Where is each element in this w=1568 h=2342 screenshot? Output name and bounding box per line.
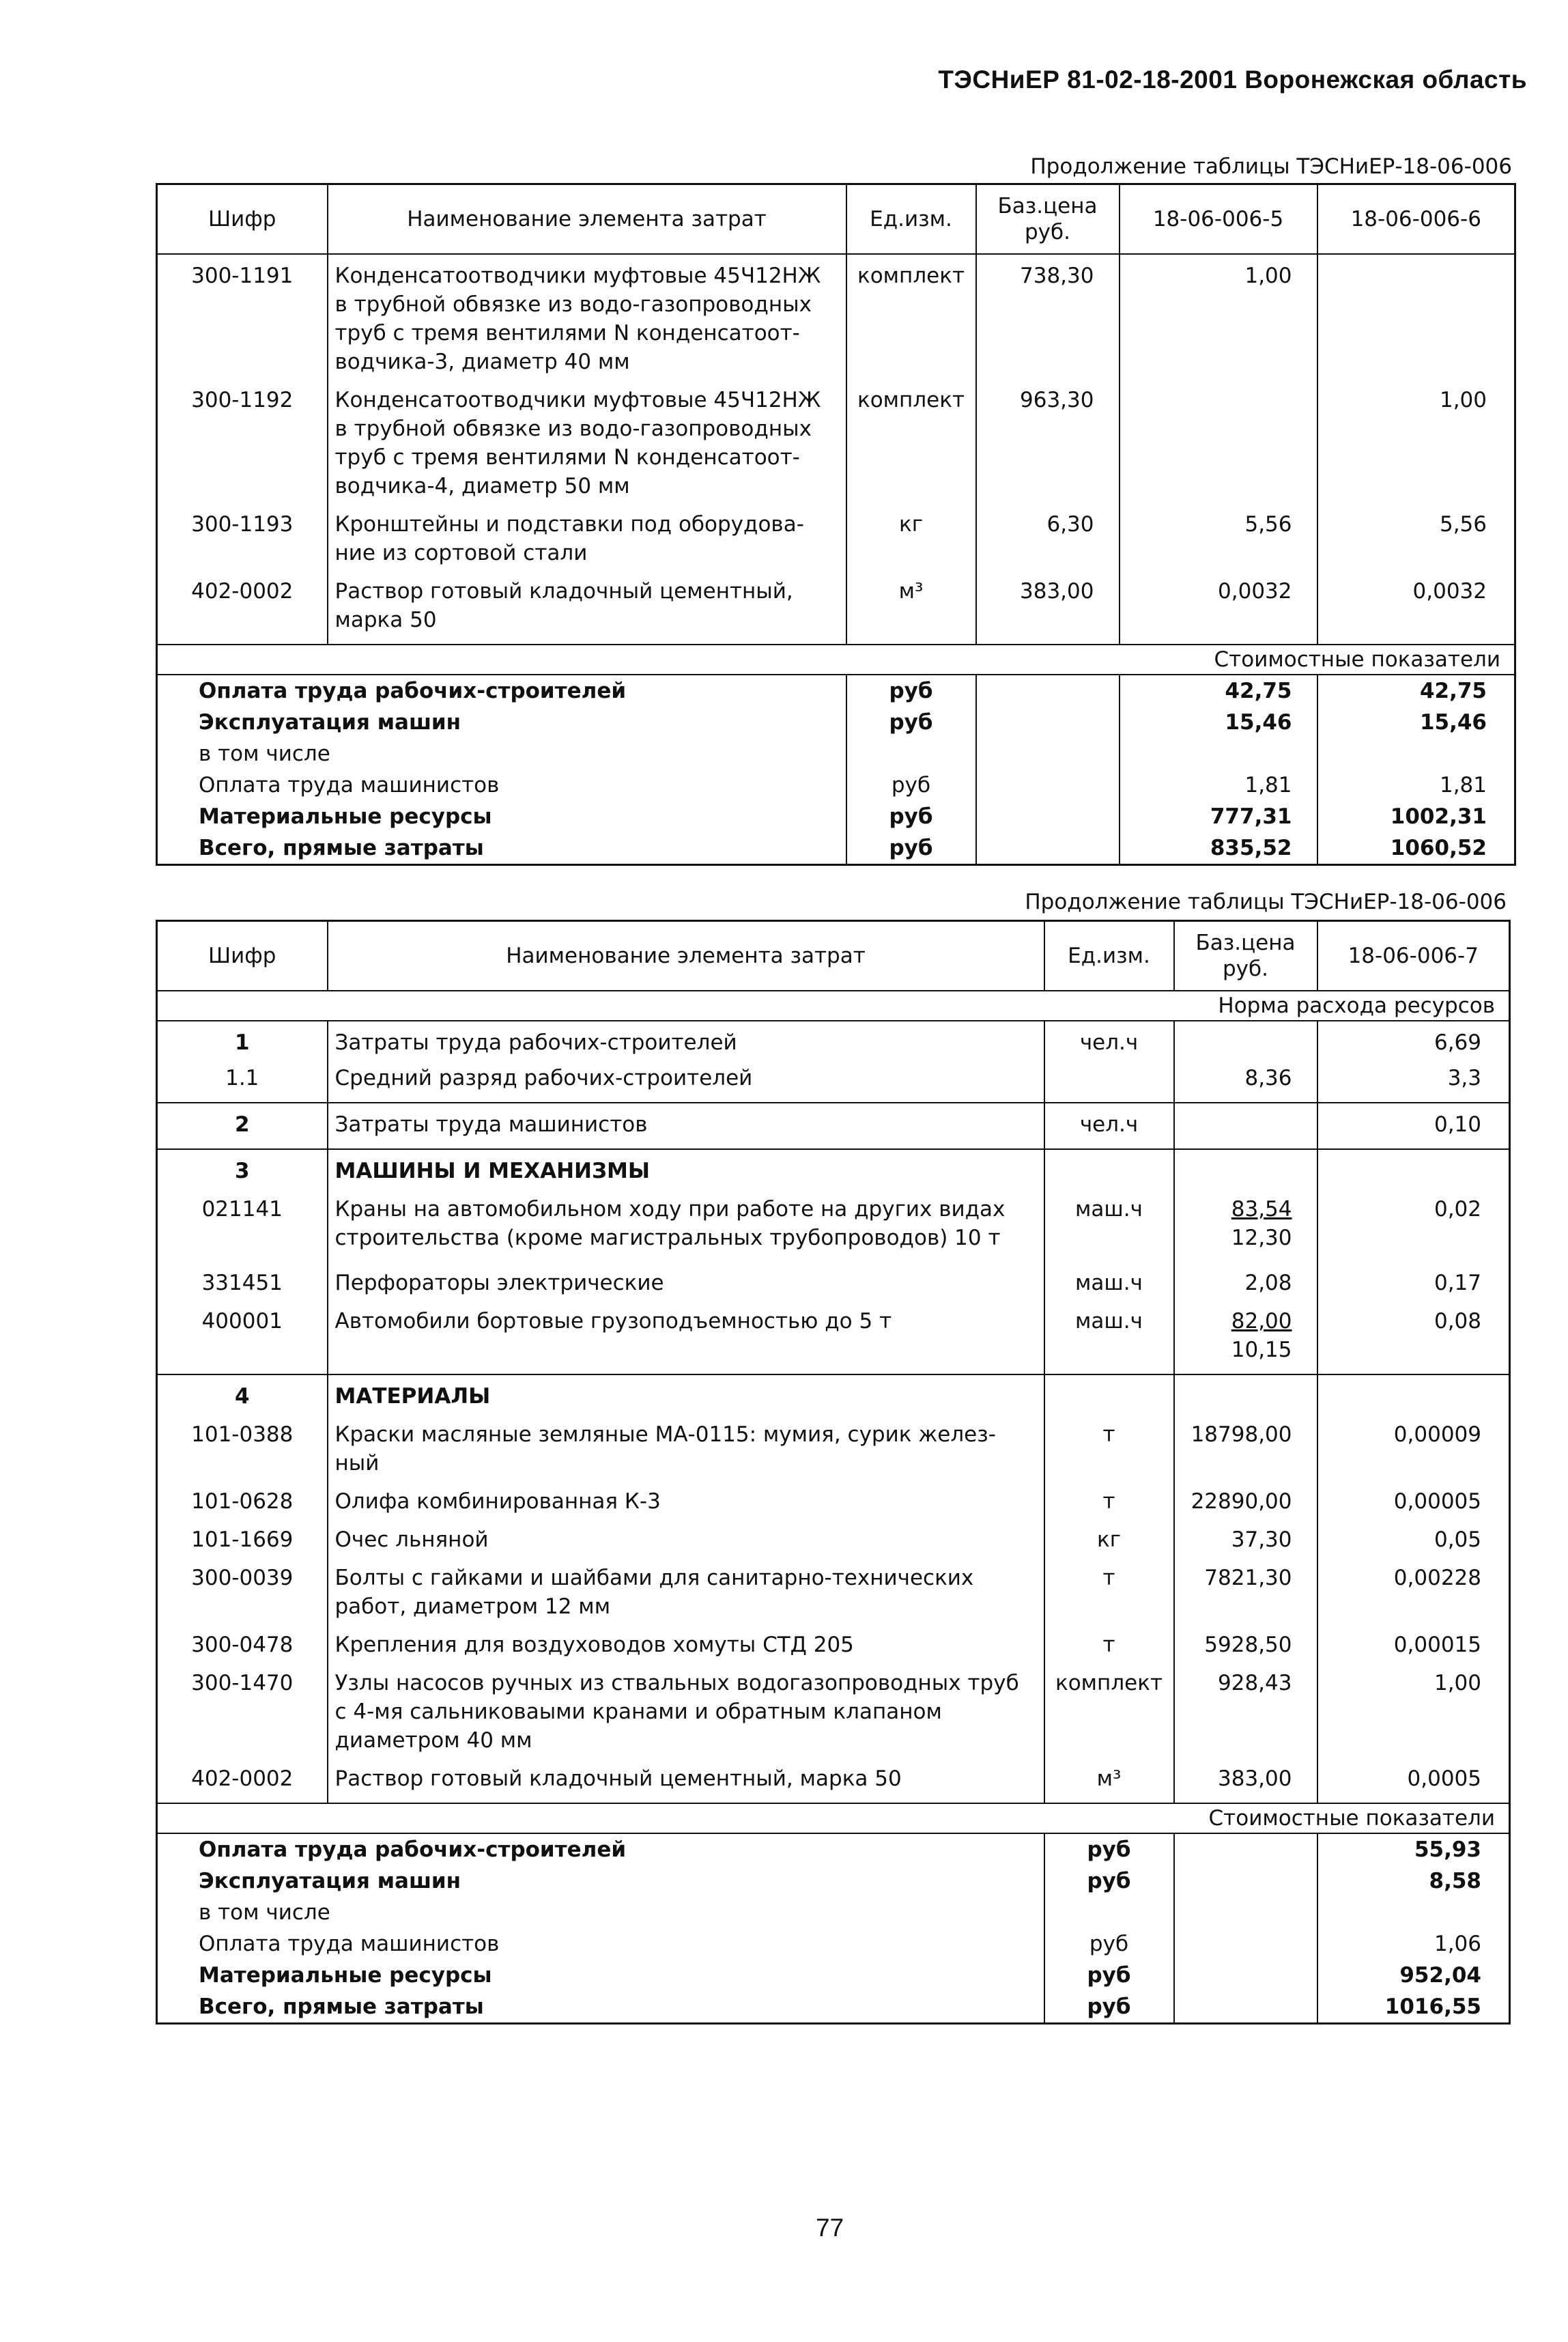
total-unit xyxy=(1044,1897,1174,1928)
col-header-name: Наименование элемента затрат xyxy=(328,184,846,255)
row-norm-7: 0,00005 xyxy=(1393,1489,1481,1514)
row-name: Затраты труда машинистов xyxy=(328,1103,1044,1149)
total-norm-5: 42,75 xyxy=(1120,675,1317,707)
row-code: 300-1191 xyxy=(157,254,328,386)
row-name: Краски масляные земляные МА-0115: мумия, сурик желез-ный xyxy=(328,1420,1044,1487)
table-row xyxy=(157,577,1515,645)
total-norm-7 xyxy=(1317,1897,1510,1928)
row-price xyxy=(1174,1021,1317,1057)
document-header: ТЭСНиЕР 81-02-18-2001 Воронежская область xyxy=(938,66,1527,94)
row-norm-7: 0,05 xyxy=(1434,1527,1481,1552)
row-unit: чел.ч xyxy=(1044,1103,1174,1149)
row-price: 7821,30 xyxy=(1174,1564,1317,1631)
total-norm-5: 835,52 xyxy=(1120,832,1317,865)
row-code: 300-0039 xyxy=(157,1564,328,1631)
col-header-price: Баз.цена руб. xyxy=(976,184,1120,255)
total-unit: руб xyxy=(1044,1865,1174,1897)
page-number: 77 xyxy=(816,2214,844,2242)
row-name: Раствор готовый кладочный цементный, марка 50 xyxy=(328,1764,1044,1803)
row-price xyxy=(1174,1195,1317,1262)
table-row xyxy=(157,1021,1510,1057)
row-code: 300-1470 xyxy=(157,1669,328,1764)
col-header-name: Наименование элемента затрат xyxy=(328,921,1044,991)
total-label: Оплата труда машинистов xyxy=(157,770,846,801)
section-band xyxy=(157,991,1510,1021)
row-code: 1 xyxy=(157,1021,328,1057)
row-unit: маш.ч xyxy=(1044,1307,1174,1374)
row-norm-7: 0,02 xyxy=(1434,1197,1481,1222)
total-unit: руб xyxy=(846,832,976,865)
row-code: 300-1192 xyxy=(157,386,328,510)
row-name: Очес льняной xyxy=(328,1525,1044,1564)
row-unit: кг xyxy=(846,510,976,577)
row-unit: м³ xyxy=(846,577,976,645)
col-header-unit: Ед.изм. xyxy=(1044,921,1174,991)
row-price: 37,30 xyxy=(1174,1525,1317,1564)
section-band xyxy=(157,1803,1510,1833)
total-norm-6: 42,75 xyxy=(1419,679,1487,703)
total-unit xyxy=(846,738,976,770)
total-unit: руб xyxy=(1044,1991,1174,2024)
col-header-price: Баз.цена руб. xyxy=(1174,921,1317,991)
row-norm-5: 5,56 xyxy=(1120,510,1317,577)
row-name: Конденсатоотводчики муфтовые 45Ч12НЖ в трубной обвязке из водо-газопроводных труб с тремя вентилями N конденсатоот-водчика-3, диаметр 40 мм xyxy=(328,254,846,386)
total-label: Эксплуатация машин xyxy=(157,707,846,738)
row-code: 331451 xyxy=(157,1262,328,1307)
row-price: 2,08 xyxy=(1174,1262,1317,1307)
row-code: 400001 xyxy=(157,1307,328,1374)
row-norm-5: 0,0032 xyxy=(1120,577,1317,645)
table-header-row xyxy=(157,921,1510,991)
row-name: Крепления для воздуховодов хомуты СТД 205 xyxy=(328,1631,1044,1669)
row-code: 101-0628 xyxy=(157,1487,328,1525)
row-norm-7: 0,08 xyxy=(1434,1309,1481,1334)
price-wage: 12,30 xyxy=(1231,1226,1292,1250)
row-code: 300-1193 xyxy=(157,510,328,577)
total-norm-6: 1060,52 xyxy=(1390,836,1487,860)
row-code: 021141 xyxy=(157,1195,328,1262)
section-band xyxy=(157,645,1515,675)
row-name: Кронштейны и подставки под оборудова-ние из сортовой стали xyxy=(328,510,846,577)
total-norm-7: 952,04 xyxy=(1399,1963,1481,1988)
table2-caption: Продолжение таблицы ТЭСНиЕР-18-06-006 xyxy=(1025,890,1507,914)
section-title: МАШИНЫ И МЕХАНИЗМЫ xyxy=(328,1149,1044,1195)
col-header-norm-5: 18-06-006-5 xyxy=(1120,184,1317,255)
total-row xyxy=(157,1928,1510,1960)
total-label: Всего, прямые затраты xyxy=(157,832,846,865)
row-price: 8,36 xyxy=(1174,1057,1317,1103)
row-unit: маш.ч xyxy=(1044,1262,1174,1307)
row-code: 1.1 xyxy=(157,1057,328,1103)
row-norm-6: 0,0032 xyxy=(1412,579,1487,604)
row-name: Краны на автомобильном ходу при работе на других видах строительства (кроме магистральных трубопроводов) 10 т xyxy=(328,1195,1044,1262)
total-unit: руб xyxy=(1044,1928,1174,1960)
row-norm-6: 5,56 xyxy=(1439,512,1487,537)
total-row xyxy=(157,801,1515,832)
row-norm-7: 0,00009 xyxy=(1393,1422,1481,1447)
total-norm-7: 1016,55 xyxy=(1384,1994,1481,2019)
col-header-unit: Ед.изм. xyxy=(846,184,976,255)
table-row xyxy=(157,1764,1510,1803)
col-header-norm-6: 18-06-006-6 xyxy=(1317,184,1515,255)
table-row xyxy=(157,1195,1510,1262)
table-row xyxy=(157,1262,1510,1307)
row-price xyxy=(1174,1103,1317,1149)
row-unit: комплект xyxy=(846,254,976,386)
table-row xyxy=(157,1631,1510,1669)
table-row xyxy=(157,1103,1510,1149)
row-name: Автомобили бортовые грузоподъемностью до 5 т xyxy=(328,1307,1044,1374)
row-price: 928,43 xyxy=(1174,1669,1317,1764)
row-price: 6,30 xyxy=(976,510,1120,577)
section-title-row xyxy=(157,1374,1510,1420)
total-row xyxy=(157,1991,1510,2024)
total-norm-6: 15,46 xyxy=(1419,710,1487,735)
table1-caption: Продолжение таблицы ТЭСНиЕР-18-06-006 xyxy=(1030,154,1512,179)
table-row xyxy=(157,386,1515,510)
row-price: 963,30 xyxy=(976,386,1120,510)
table-row xyxy=(157,1307,1510,1374)
row-code: 402-0002 xyxy=(157,1764,328,1803)
total-norm-5: 1,81 xyxy=(1120,770,1317,801)
row-unit: т xyxy=(1044,1631,1174,1669)
row-unit: т xyxy=(1044,1564,1174,1631)
row-name: Раствор готовый кладочный цементный, марка 50 xyxy=(328,577,846,645)
total-label: в том числе xyxy=(157,1897,1044,1928)
total-row xyxy=(157,770,1515,801)
row-unit: комплект xyxy=(846,386,976,510)
row-unit: кг xyxy=(1044,1525,1174,1564)
total-norm-5: 777,31 xyxy=(1120,801,1317,832)
section-code: 4 xyxy=(157,1374,328,1420)
row-price: 5928,50 xyxy=(1174,1631,1317,1669)
col-header-code: Шифр xyxy=(157,184,328,255)
table-row xyxy=(157,1487,1510,1525)
row-code: 2 xyxy=(157,1103,328,1149)
total-label: Оплата труда рабочих-строителей xyxy=(157,675,846,707)
row-name: Затраты труда рабочих-строителей xyxy=(328,1021,1044,1057)
row-norm-5: 1,00 xyxy=(1120,254,1317,386)
total-norm-7: 8,58 xyxy=(1429,1869,1481,1893)
row-norm-7: 0,10 xyxy=(1317,1103,1510,1149)
total-row xyxy=(157,675,1515,707)
total-label: Материальные ресурсы xyxy=(157,801,846,832)
total-row xyxy=(157,707,1515,738)
total-unit: руб xyxy=(1044,1960,1174,1991)
row-norm-7: 0,00015 xyxy=(1393,1633,1481,1657)
total-row xyxy=(157,832,1515,865)
total-unit: руб xyxy=(1044,1833,1174,1865)
total-norm-5: 15,46 xyxy=(1120,707,1317,738)
total-unit: руб xyxy=(846,770,976,801)
table-row xyxy=(157,1525,1510,1564)
total-norm-7: 1,06 xyxy=(1434,1932,1481,1956)
row-norm-7: 6,69 xyxy=(1434,1030,1481,1055)
total-label: в том числе xyxy=(157,738,846,770)
section-title: МАТЕРИАЛЫ xyxy=(328,1374,1044,1420)
row-norm-5 xyxy=(1120,386,1317,510)
row-unit: комплект xyxy=(1044,1669,1174,1764)
total-unit: руб xyxy=(846,801,976,832)
total-label: Всего, прямые затраты xyxy=(157,1991,1044,2024)
total-norm-7: 55,93 xyxy=(1414,1837,1481,1862)
total-label: Оплата труда рабочих-строителей xyxy=(157,1833,1044,1865)
total-norm-5 xyxy=(1120,738,1317,770)
table-row xyxy=(157,254,1515,386)
row-norm-6: 1,00 xyxy=(1439,388,1487,412)
total-row xyxy=(157,1960,1510,1991)
row-name: Болты с гайками и шайбами для санитарно-технических работ, диаметром 12 мм xyxy=(328,1564,1044,1631)
total-label: Оплата труда машинистов xyxy=(157,1928,1044,1960)
row-price: 18798,00 xyxy=(1174,1420,1317,1487)
price-total: 83,54 xyxy=(1231,1197,1292,1222)
table-row xyxy=(157,1057,1510,1103)
total-row xyxy=(157,1833,1510,1865)
total-norm-6: 1,81 xyxy=(1439,773,1487,798)
price-total: 82,00 xyxy=(1231,1309,1292,1334)
band-cost-indicators: Стоимостные показатели xyxy=(157,1803,1510,1833)
price-wage: 10,15 xyxy=(1231,1338,1292,1362)
row-code: 402-0002 xyxy=(157,577,328,645)
total-norm-6: 1002,31 xyxy=(1390,804,1487,829)
row-norm-7: 0,0005 xyxy=(1407,1766,1481,1791)
row-price: 22890,00 xyxy=(1174,1487,1317,1525)
section-code: 3 xyxy=(157,1149,328,1195)
total-unit: руб xyxy=(846,675,976,707)
table-row xyxy=(157,510,1515,577)
row-name: Узлы насосов ручных из ствальных водогазопроводных труб с 4-мя сальниковаыми кранами и обратным клапаном диаметром 40 мм xyxy=(328,1669,1044,1764)
row-unit: чел.ч xyxy=(1044,1021,1174,1057)
total-row xyxy=(157,1865,1510,1897)
row-norm-7: 1,00 xyxy=(1434,1671,1481,1695)
row-unit: маш.ч xyxy=(1044,1195,1174,1262)
row-name: Олифа комбинированная К-3 xyxy=(328,1487,1044,1525)
row-name: Конденсатоотводчики муфтовые 45Ч12НЖ в трубной обвязке из водо-газопроводных труб с тремя вентилями N конденсатоот-водчика-4, диаметр 50 мм xyxy=(328,386,846,510)
row-name: Перфораторы электрические xyxy=(328,1262,1044,1307)
table-row xyxy=(157,1564,1510,1631)
row-unit: т xyxy=(1044,1420,1174,1487)
section-title-row xyxy=(157,1149,1510,1195)
table-row xyxy=(157,1669,1510,1764)
row-price: 383,00 xyxy=(976,577,1120,645)
resource-table-2 xyxy=(156,920,1511,2024)
row-price: 738,30 xyxy=(976,254,1120,386)
total-row xyxy=(157,738,1515,770)
col-header-code: Шифр xyxy=(157,921,328,991)
row-name: Средний разряд рабочих-строителей xyxy=(328,1057,1044,1103)
row-code: 300-0478 xyxy=(157,1631,328,1669)
table-row xyxy=(157,1420,1510,1487)
total-norm-6 xyxy=(1317,738,1515,770)
resource-table-1 xyxy=(156,183,1516,866)
total-row xyxy=(157,1897,1510,1928)
total-label: Материальные ресурсы xyxy=(157,1960,1044,1991)
row-price: 383,00 xyxy=(1174,1764,1317,1803)
row-code: 101-1669 xyxy=(157,1525,328,1564)
total-label: Эксплуатация машин xyxy=(157,1865,1044,1897)
row-norm-7: 3,3 xyxy=(1447,1066,1481,1090)
row-norm-7: 0,17 xyxy=(1434,1271,1481,1295)
band-cost-indicators: Стоимостные показатели xyxy=(157,645,1515,675)
row-unit: т xyxy=(1044,1487,1174,1525)
row-norm-6 xyxy=(1317,254,1515,386)
band-norm: Норма расхода ресурсов xyxy=(157,991,1510,1021)
row-norm-7: 0,00228 xyxy=(1393,1566,1481,1590)
col-header-norm-7: 18-06-006-7 xyxy=(1317,921,1510,991)
total-unit: руб xyxy=(846,707,976,738)
row-unit xyxy=(1044,1057,1174,1103)
table-header-row xyxy=(157,184,1515,255)
row-price xyxy=(1174,1307,1317,1374)
row-code: 101-0388 xyxy=(157,1420,328,1487)
row-unit: м³ xyxy=(1044,1764,1174,1803)
